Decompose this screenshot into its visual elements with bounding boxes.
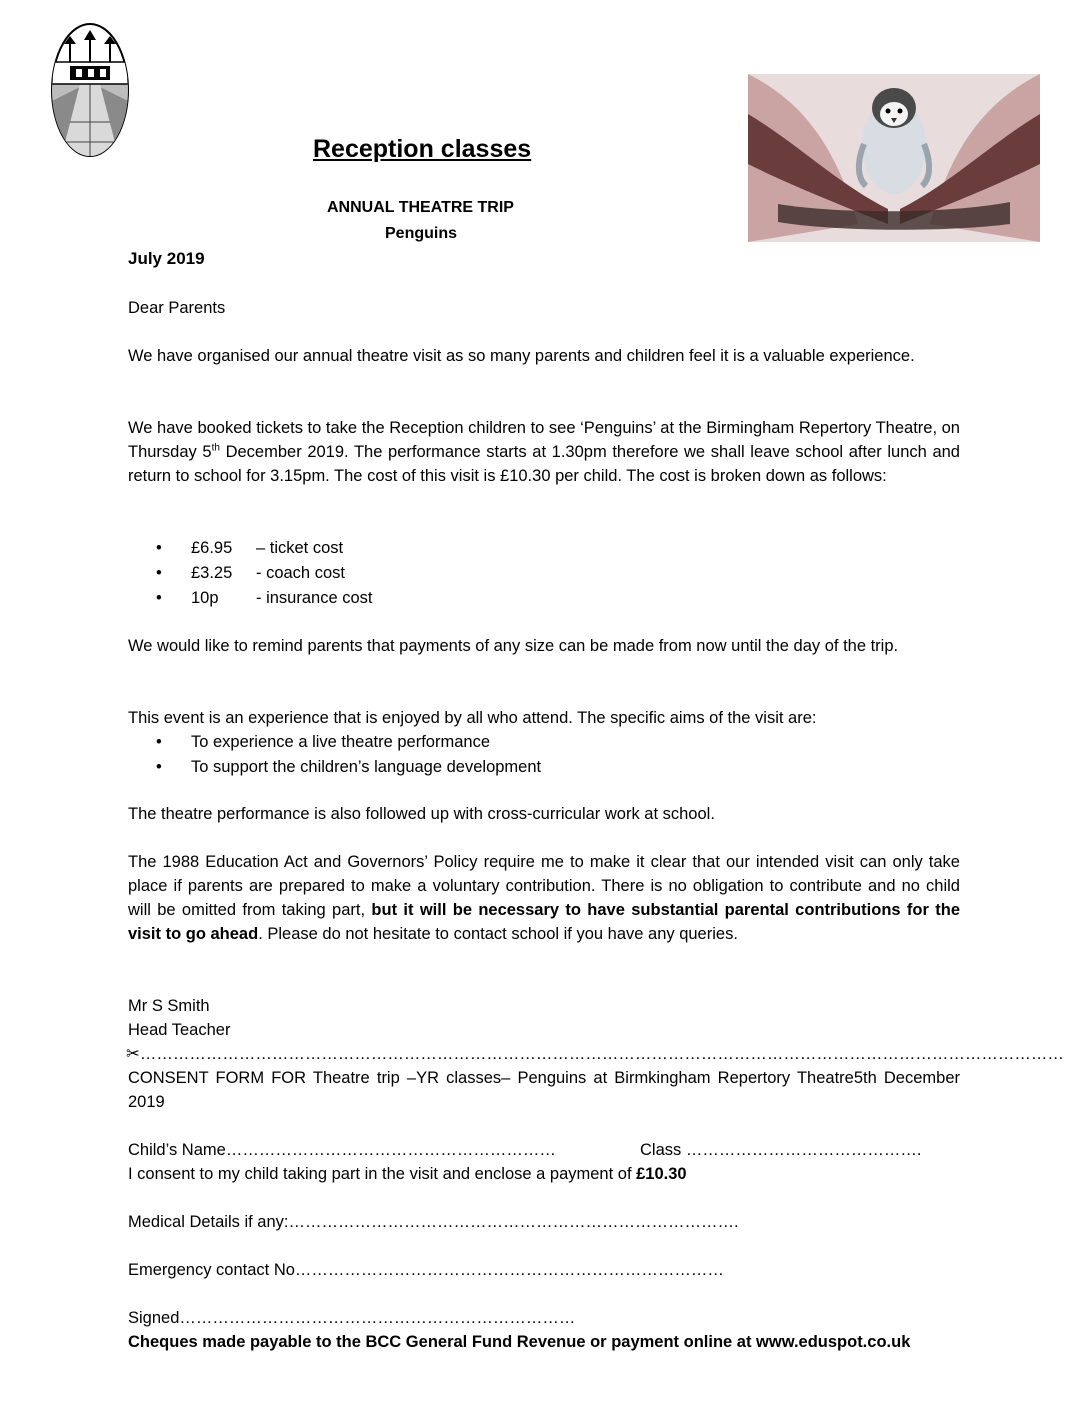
booking-text-part1: We have booked tickets to take the Reception children to see ‘Penguins’ at the Birmingham Repertory Theatre, on Thursday 5: [128, 419, 960, 461]
paragraph-booking: [128, 416, 960, 488]
paragraph-policy: [128, 850, 960, 946]
consent-amount: £10.30: [636, 1165, 687, 1183]
emergency-label: Emergency contact No: [128, 1261, 295, 1279]
emergency-row: [128, 1258, 724, 1282]
aim-text: To support the children’s language development: [191, 758, 542, 776]
signoff-name: Mr S Smith: [128, 997, 210, 1015]
policy-text-bold: but it will be necessary to have substantial parental contributions for the visit to go ahead: [128, 901, 960, 943]
bullet-icon: •: [156, 758, 162, 776]
aim-item: [128, 755, 728, 779]
bullet-icon: •: [156, 564, 162, 582]
child-name-label: Child’s Name: [128, 1141, 226, 1159]
scissors-icon: ✂: [126, 1045, 140, 1063]
child-name-field[interactable]: ……………………………………………………: [225, 1141, 556, 1159]
cut-line: [126, 1042, 1064, 1066]
paragraph-aims-intro: This event is an experience that is enjoyed by all who attend. The specific aims of the visit are:: [128, 709, 817, 727]
consent-form-heading: CONSENT FORM FOR Theatre trip –YR classes– Penguins at Birmkingham Repertory Theatre5th December 2019: [128, 1069, 960, 1111]
cost-item: [128, 536, 728, 560]
school-crest-logo: [50, 22, 130, 158]
cost-item: [128, 561, 728, 585]
cost-label: - coach cost: [256, 564, 345, 582]
medical-field[interactable]: ……………………………………………………………………….: [288, 1213, 739, 1231]
medical-label: Medical Details if any:: [128, 1213, 289, 1231]
class-field[interactable]: …………………………………….: [685, 1141, 922, 1159]
paragraph-intro: We have organised our annual theatre visit as so many parents and children feel it is a valuable experience.: [128, 347, 915, 365]
cost-amount: 10p: [191, 589, 219, 607]
signed-row: [128, 1306, 575, 1330]
paragraph-followup: The theatre performance is also followed up with cross-curricular work at school.: [128, 805, 715, 823]
class-label: Class: [640, 1141, 686, 1159]
medical-row: [128, 1210, 739, 1234]
child-name-row: [128, 1138, 556, 1162]
signoff-role: Head Teacher: [128, 1021, 231, 1039]
penguin-illustration: [748, 74, 1040, 242]
booking-text-part2: December 2019. The performance starts at 1.30pm therefore we shall leave school after lunch and return to school for 3.15pm. The cost of this visit is £10.30 per child. The cost is broken down as follows:: [128, 443, 960, 485]
aim-item: [128, 730, 728, 754]
salutation: Dear Parents: [128, 299, 226, 317]
cost-amount: £3.25: [191, 564, 233, 582]
emergency-field[interactable]: ……………………………………………………………………: [294, 1261, 724, 1279]
consent-statement: [128, 1162, 687, 1186]
cut-dots: ……………………………………………………………………………………………………………………………………………………: [139, 1045, 1064, 1063]
policy-text-part1: The 1988 Education Act and Governors’ Policy require me to make it clear that our intended visit can only take place if parents are prepared to make a voluntary contribution. There is no obligation to contribute and no child will be omitted from taking part,: [128, 853, 960, 919]
cost-label: - insurance cost: [256, 589, 373, 607]
booking-superscript: th: [211, 442, 220, 454]
bullet-icon: •: [156, 733, 162, 751]
cost-item: [128, 586, 728, 610]
paragraph-payments: We would like to remind parents that payments of any size can be made from now until the day of the trip.: [128, 637, 899, 655]
trip-subtitle: ANNUAL THEATRE TRIP: [327, 199, 514, 216]
page-title: Reception classes: [313, 135, 532, 163]
aim-text: To experience a live theatre performance: [191, 733, 490, 751]
signed-label: Signed: [128, 1309, 180, 1327]
class-row: [640, 1138, 921, 1162]
policy-text-part2: . Please do not hesitate to contact school if you have any queries.: [258, 925, 738, 943]
consent-text: I consent to my child taking part in the visit and enclose a payment of: [128, 1165, 637, 1183]
bullet-icon: •: [156, 539, 162, 557]
cost-amount: £6.95: [191, 539, 233, 557]
payment-footer: Cheques made payable to the BCC General Fund Revenue or payment online at www.eduspot.co.uk: [128, 1333, 911, 1351]
letter-date: July 2019: [128, 249, 205, 268]
bullet-icon: •: [156, 589, 162, 607]
show-name: Penguins: [385, 225, 458, 242]
cost-label: – ticket cost: [256, 539, 344, 557]
signed-field[interactable]: ………………………………………………………………: [179, 1309, 576, 1327]
